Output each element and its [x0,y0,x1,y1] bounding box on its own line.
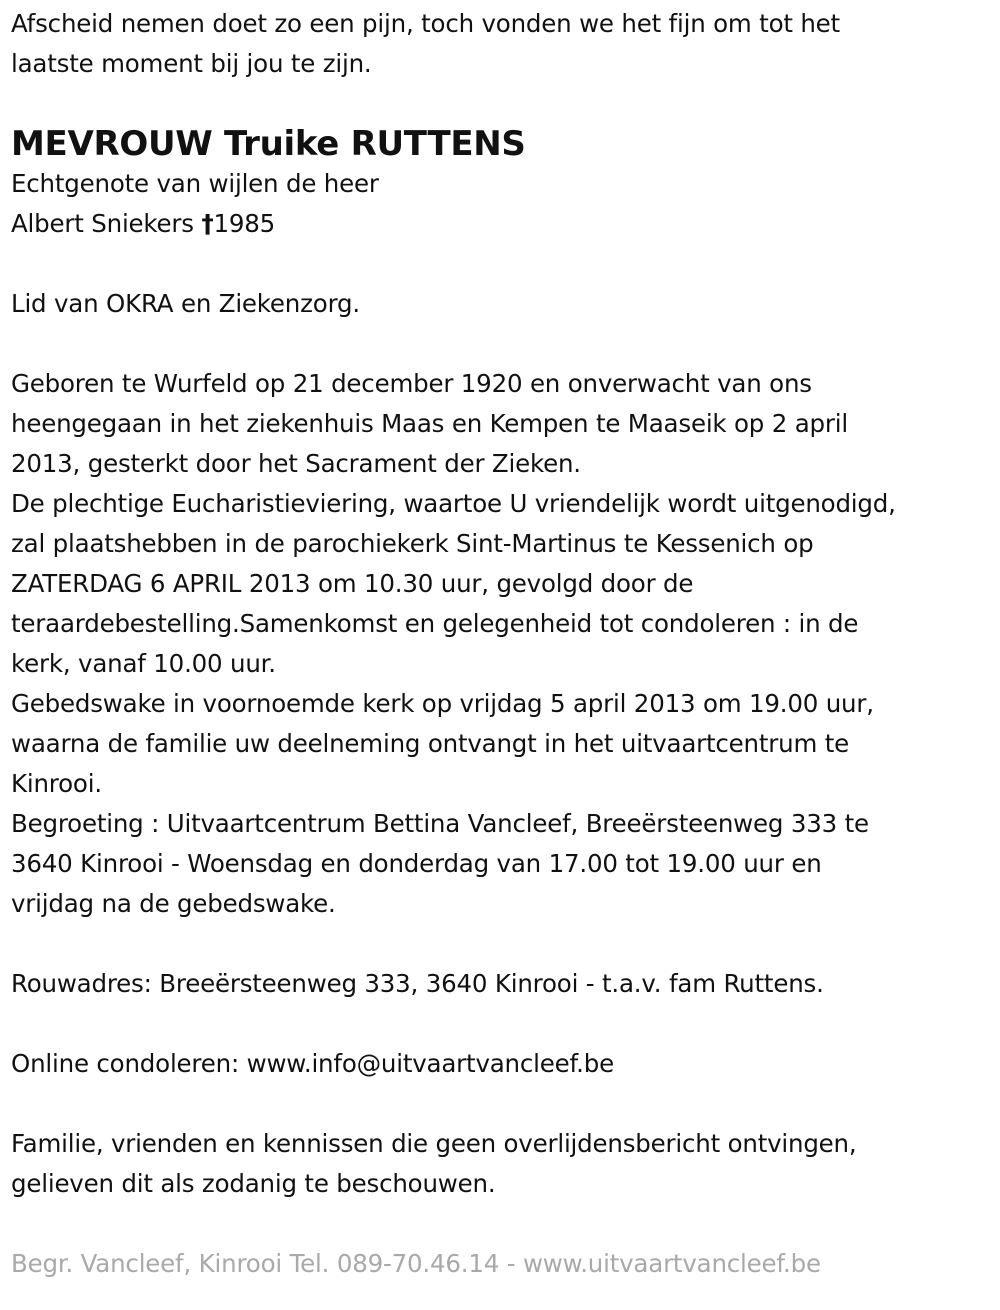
spouse-name: Albert Sniekers [11,209,202,238]
intro-line: laatste moment bij jou te zijn. [11,49,372,78]
body-line: teraardebestelling.Samenkomst en gelegenheid tot condoleren : in de [11,609,859,638]
closing-line: gelieven dit als zodanig te beschouwen. [11,1169,496,1198]
spacer [11,1084,990,1124]
body-line: Begroeting : Uitvaartcentrum Bettina Vancleef, Breeërsteenweg 333 te [11,809,869,838]
body-line: Geboren te Wurfeld op 21 december 1920 en onverwacht van ons [11,369,812,398]
body-line: heengegaan in het ziekenhuis Maas en Kempen te Maaseik op 2 april [11,409,848,438]
cross-icon: † [201,209,214,238]
body-line: zal plaatshebben in de parochiekerk Sint-Martinus te Kessenich op [11,529,814,558]
body-line: ZATERDAG 6 APRIL 2013 om 10.30 uur, gevolgd door de [11,569,694,598]
body-line: De plechtige Eucharistieviering, waartoe U vriendelijk wordt uitgenodigd, [11,489,896,518]
spacer [11,244,990,284]
body-line: Kinrooi. [11,769,102,798]
body-line: vrijdag na de gebedswake. [11,889,336,918]
spouse-death-year: 1985 [213,209,276,238]
membership: Lid van OKRA en Ziekenzorg. [11,289,360,318]
spacer [11,924,990,964]
intro-verse [11,4,990,84]
spouse-line: Echtgenote van wijlen de heer [11,169,379,198]
intro-line: Afscheid nemen doet zo een pijn, toch vonden we het fijn om tot het [11,9,840,38]
body-line: 3640 Kinrooi - Woensdag en donderdag van 17.00 tot 19.00 uur en [11,849,822,878]
body-line: kerk, vanaf 10.00 uur. [11,649,276,678]
closing-line: Familie, vrienden en kennissen die geen overlijdensbericht ontvingen, [11,1129,857,1158]
spacer [11,1204,990,1244]
spouse-info [11,164,990,244]
closing-note [11,1124,990,1204]
spacer [11,324,990,364]
online-condolence: Online condoleren: www.info@uitvaartvancleef.be [11,1049,614,1078]
spouse-name-line [11,204,990,244]
mourning-address: Rouwadres: Breeërsteenweg 333, 3640 Kinrooi - t.a.v. fam Ruttens. [11,969,824,998]
body-line: Gebedswake in voornoemde kerk op vrijdag 5 april 2013 om 19.00 uur, [11,689,874,718]
body-line: waarna de familie uw deelneming ontvangt in het uitvaartcentrum te [11,729,850,758]
funeral-home-footer: Begr. Vancleef, Kinrooi Tel. 089-70.46.14 - www.uitvaartvancleef.be [11,1249,821,1278]
deceased-name: MEVROUW Truike RUTTENS [11,124,526,164]
body-line: 2013, gesterkt door het Sacrament der Zieken. [11,449,581,478]
funeral-details [11,364,990,924]
spacer [11,1004,990,1044]
